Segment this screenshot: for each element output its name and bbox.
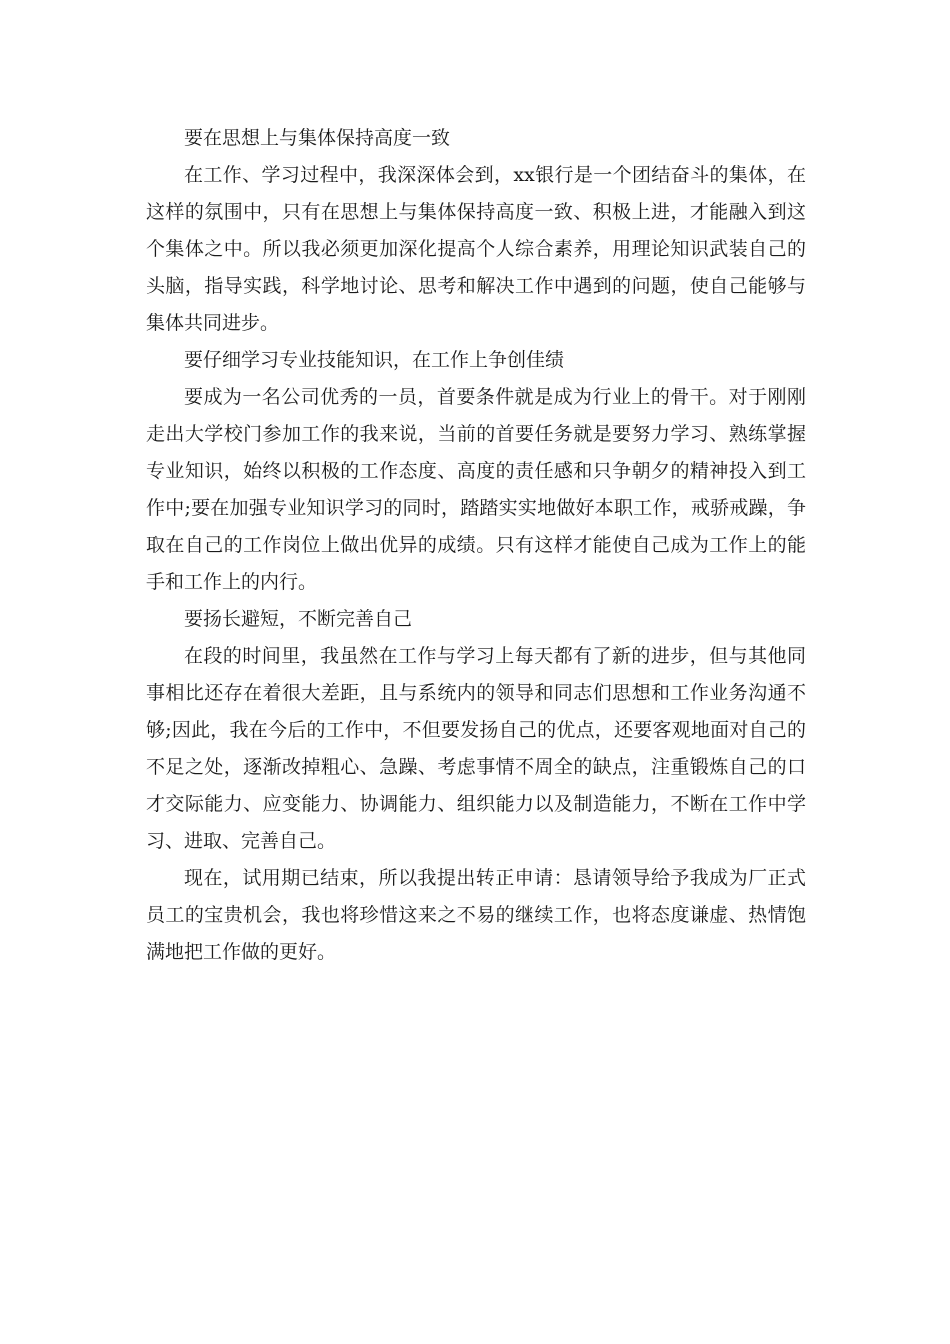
section-paragraph: 在段的时间里，我虽然在工作与学习上每天都有了新的进步，但与其他同事相比还存在着很大差距，且与系统内的领导和同志们思想和工作业务沟通不够;因此，我在今后的工作中，不但要发扬自己的优点，还要客观地面对自己的不足之处，逐渐改掉粗心、急躁、考虑事情不周全的缺点，注重锻炼自己的口才交际能力、应变能力、协调能力、组织能力以及制造能力，不断在工作中学习、进取、完善自己。 <box>146 645 806 852</box>
closing-paragraph: 现在，试用期已结束，所以我提出转正申请：恳请领导给予我成为厂正式员工的宝贵机会，我也将珍惜这来之不易的继续工作，也将态度谦虚、热情饱满地把工作做的更好。 <box>146 867 806 963</box>
section-paragraph: 要成为一名公司优秀的一员，首要条件就是成为行业上的骨干。对于刚刚走出大学校门参加工作的我来说，当前的首要任务就是要努力学习、熟练掌握专业知识，始终以积极的工作态度、高度的责任感和只争朝夕的精神投入到工作中;要在加强专业知识学习的同时，踏踏实实地做好本职工作，戒骄戒躁，争取在自己的工作岗位上做出优异的成绩。只有这样才能使自己成为工作上的能手和工作上的内行。 <box>146 386 806 593</box>
document-body <box>146 120 806 971</box>
section-paragraph: 在工作、学习过程中，我深深体会到，xx银行是一个团结奋斗的集体，在这样的氛围中，只有在思想上与集体保持高度一致、积极上进，才能融入到这个集体之中。所以我必须更加深化提高个人综合素养，用理论知识武装自己的头脑，指导实践，科学地讨论、思考和解决工作中遇到的问题，使自己能够与集体共同进步。 <box>146 164 806 334</box>
section-heading: 要仔细学习专业技能知识，在工作上争创佳绩 <box>184 349 565 371</box>
section-heading: 要扬长避短，不断完善自己 <box>184 608 413 630</box>
section-heading: 要在思想上与集体保持高度一致 <box>184 127 451 149</box>
